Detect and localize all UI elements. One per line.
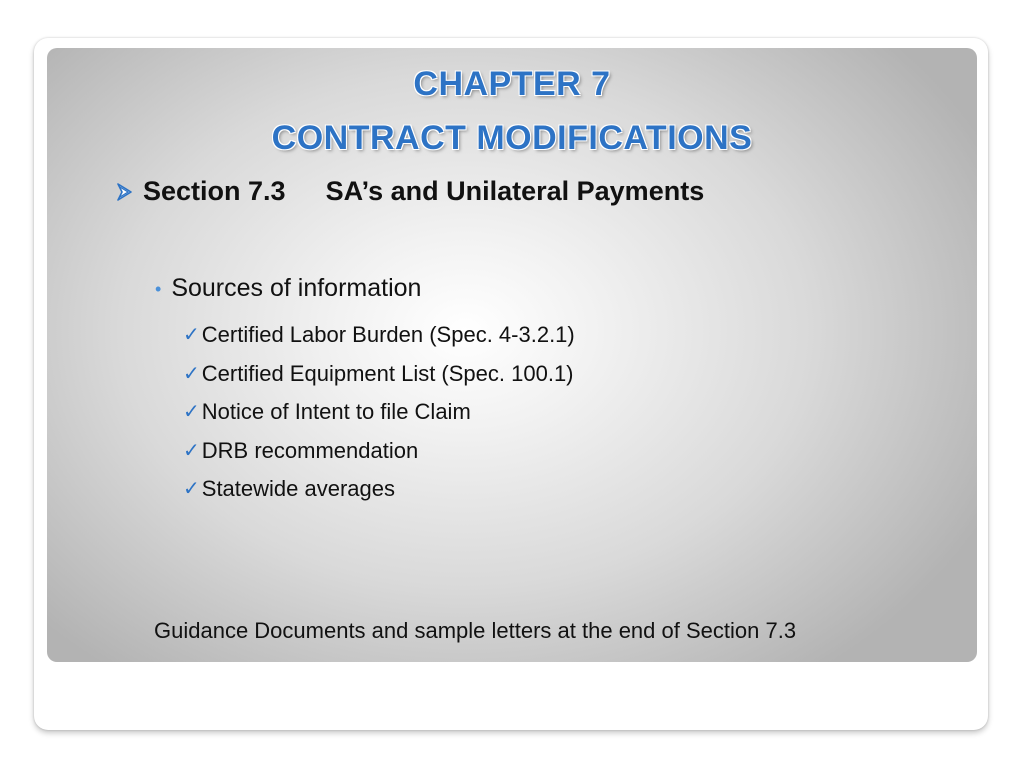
checklist-item-text: Certified Equipment List (Spec. 100.1) (201, 360, 574, 386)
checklist-item (183, 316, 575, 355)
checkmark-icon: ✓ (183, 324, 200, 347)
checklist-item-text: Notice of Intent to file Claim (201, 399, 471, 425)
sources-bullet-text: Sources of information (171, 274, 422, 302)
section-title: SA’s and Unilateral Payments (325, 176, 705, 206)
checklist-item (183, 432, 575, 471)
section-number: Section 7.3 (143, 176, 286, 206)
checkmark-icon: ✓ (183, 478, 200, 501)
slide-title-line1: CHAPTER 7 (413, 65, 611, 103)
dot-bullet-icon: • (155, 278, 162, 299)
checklist-item (183, 355, 575, 394)
slide-title-line2: CONTRACT MODIFICATIONS (271, 119, 753, 157)
sources-checklist (183, 316, 575, 509)
checkmark-icon: ✓ (183, 439, 200, 462)
checklist-item (183, 393, 575, 432)
checklist-item-text: Certified Labor Burden (Spec. 4-3.2.1) (201, 322, 575, 348)
checkmark-icon: ✓ (183, 362, 200, 385)
section-heading (115, 176, 704, 207)
checklist-item-text: DRB recommendation (201, 437, 419, 463)
sources-bullet (155, 274, 421, 303)
footer-note: Guidance Documents and sample letters at the end of Section 7.3 (154, 618, 797, 643)
arrow-bullet-icon (115, 180, 135, 204)
checklist-item-text: Statewide averages (201, 476, 395, 502)
checklist-item (183, 470, 575, 509)
slide-panel (47, 48, 977, 662)
checkmark-icon: ✓ (183, 401, 200, 424)
